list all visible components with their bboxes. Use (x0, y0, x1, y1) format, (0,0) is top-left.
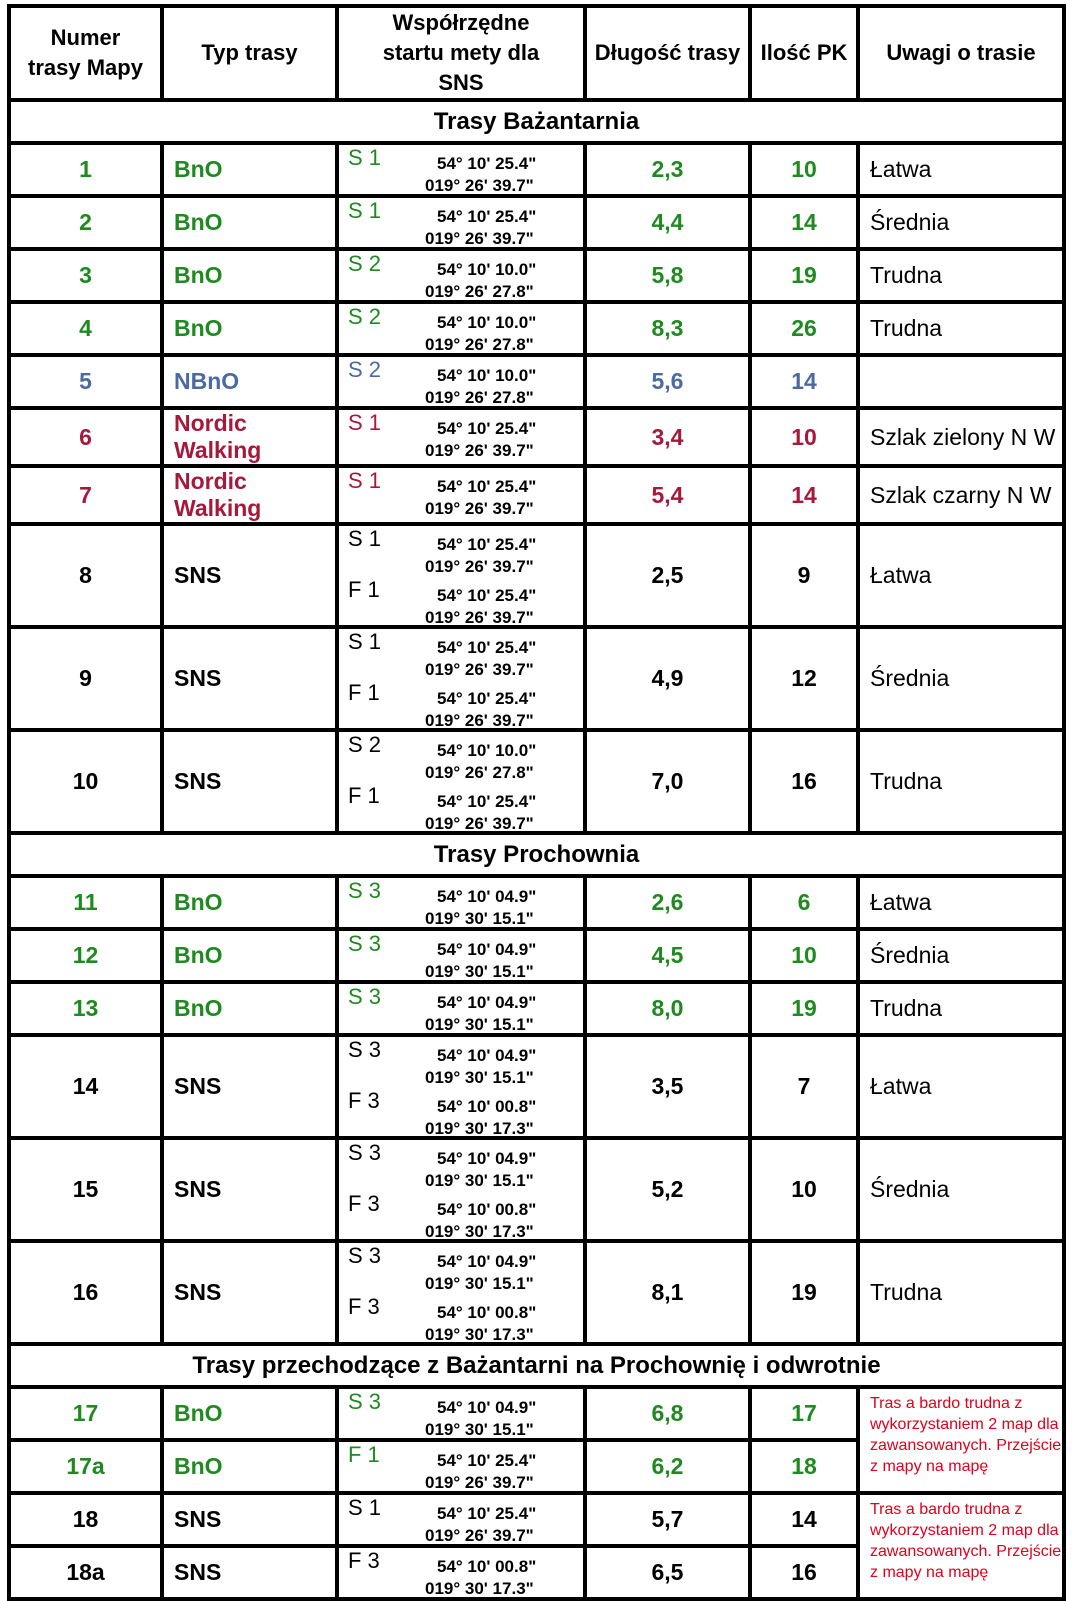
route-table-body (9, 100, 1064, 1599)
coord-point-label: S 3 (348, 1140, 382, 1165)
route-number: 15 (9, 1138, 162, 1241)
route-type: BnO (162, 1440, 337, 1493)
route-coordinates (337, 196, 585, 249)
route-table (7, 4, 1066, 1601)
route-checkpoints: 16 (750, 730, 858, 833)
route-note: Średnia (858, 929, 1064, 982)
section-header-row (9, 100, 1064, 143)
route-coordinates (337, 408, 585, 466)
section-title: Trasy Bażantarnia (9, 100, 1064, 143)
route-number: 10 (9, 730, 162, 833)
route-checkpoints: 26 (750, 302, 858, 355)
route-type: SNS (162, 627, 337, 730)
table-row (9, 466, 1064, 524)
coord-longitude: 019° 26' 27.8" (425, 763, 534, 782)
coord-point-label: F 3 (348, 1548, 380, 1573)
route-note: Tras a bardo trudna z wykorzystaniem 2 map dla zawansowanych. Przejście z mapy na mapę (858, 1387, 1064, 1493)
route-type: Nordic Walking (162, 408, 337, 466)
route-note: Średnia (858, 1138, 1064, 1241)
route-coordinates (337, 249, 585, 302)
header-route-length: Długość trasy (585, 6, 750, 100)
route-note: Szlak zielony N W (858, 408, 1064, 466)
coord-longitude: 019° 26' 39.7" (425, 229, 534, 248)
route-checkpoints: 6 (750, 876, 858, 929)
route-note (858, 355, 1064, 408)
route-note: Trudna (858, 1241, 1064, 1344)
route-coordinates (337, 876, 585, 929)
route-note: Szlak czarny N W (858, 466, 1064, 524)
coord-point-label: S 1 (348, 198, 382, 223)
coord-longitude: 019° 26' 39.7" (425, 1473, 534, 1492)
coord-longitude: 019° 30' 15.1" (425, 1171, 534, 1190)
table-row (9, 249, 1064, 302)
route-length: 3,5 (585, 1035, 750, 1138)
coord-point-label: F 1 (348, 1442, 380, 1467)
coord-point-label: F 1 (348, 680, 380, 705)
route-number: 17 (9, 1387, 162, 1440)
route-number: 7 (9, 466, 162, 524)
route-note: Trudna (858, 249, 1064, 302)
route-coordinates (337, 1440, 585, 1493)
coord-latitude: 54° 10' 04.9" (437, 1398, 537, 1417)
route-length: 5,6 (585, 355, 750, 408)
coord-longitude: 019° 30' 15.1" (425, 1015, 534, 1034)
coord-point-label: S 3 (348, 931, 382, 956)
table-row (9, 355, 1064, 408)
route-note: Łatwa (858, 524, 1064, 627)
route-length: 3,4 (585, 408, 750, 466)
route-type: SNS (162, 730, 337, 833)
coord-longitude: 019° 26' 39.7" (425, 814, 534, 833)
coord-latitude: 54° 10' 25.4" (437, 586, 537, 605)
route-coordinates (337, 1241, 585, 1344)
route-length: 5,2 (585, 1138, 750, 1241)
route-type: BnO (162, 982, 337, 1035)
route-number: 1 (9, 143, 162, 196)
header-route-number: Numer trasy Mapy (9, 6, 162, 100)
coord-point-label: S 3 (348, 984, 382, 1009)
route-note: Trudna (858, 730, 1064, 833)
route-number: 12 (9, 929, 162, 982)
route-coordinates (337, 355, 585, 408)
route-checkpoints: 16 (750, 1546, 858, 1599)
coord-longitude: 019° 26' 27.8" (425, 335, 534, 354)
route-type: SNS (162, 524, 337, 627)
route-checkpoints: 10 (750, 929, 858, 982)
coord-longitude: 019° 30' 15.1" (425, 909, 534, 928)
coord-longitude: 019° 30' 15.1" (425, 1068, 534, 1087)
coord-point-label: S 1 (348, 468, 382, 493)
coord-latitude: 54° 10' 10.0" (437, 741, 537, 760)
route-length: 5,8 (585, 249, 750, 302)
table-row (9, 1138, 1064, 1241)
coord-latitude: 54° 10' 10.0" (437, 366, 537, 385)
route-coordinates (337, 1138, 585, 1241)
route-checkpoints: 14 (750, 355, 858, 408)
coord-point-label: S 1 (348, 1495, 382, 1520)
coord-latitude: 54° 10' 04.9" (437, 940, 537, 959)
coord-longitude: 019° 30' 15.1" (425, 1274, 534, 1293)
route-length: 2,6 (585, 876, 750, 929)
section-title: Trasy Prochownia (9, 833, 1064, 876)
coord-latitude: 54° 10' 25.4" (437, 419, 537, 438)
coord-longitude: 019° 26' 39.7" (425, 499, 534, 518)
route-number: 2 (9, 196, 162, 249)
route-number: 14 (9, 1035, 162, 1138)
coord-point-label: S 1 (348, 629, 382, 654)
route-note: Trudna (858, 302, 1064, 355)
route-coordinates (337, 1035, 585, 1138)
route-type: BnO (162, 196, 337, 249)
coord-latitude: 54° 10' 25.4" (437, 1451, 537, 1470)
route-length: 4,5 (585, 929, 750, 982)
table-row (9, 408, 1064, 466)
table-row (9, 1493, 1064, 1546)
table-row (9, 730, 1064, 833)
coord-point-label: S 3 (348, 1243, 382, 1268)
route-type: BnO (162, 929, 337, 982)
coord-longitude: 019° 26' 39.7" (425, 1526, 534, 1545)
coord-longitude: 019° 26' 39.7" (425, 176, 534, 195)
coord-point-label: F 3 (348, 1294, 380, 1319)
coord-latitude: 54° 10' 25.4" (437, 1504, 537, 1523)
route-number: 8 (9, 524, 162, 627)
route-length: 6,5 (585, 1546, 750, 1599)
coord-point-label: S 2 (348, 732, 382, 757)
coord-longitude: 019° 30' 17.3" (425, 1222, 534, 1241)
route-length: 2,3 (585, 143, 750, 196)
table-row (9, 876, 1064, 929)
section-title: Trasy przechodzące z Bażantarni na Prochownię i odwrotnie (9, 1344, 1064, 1387)
table-row (9, 982, 1064, 1035)
route-number: 11 (9, 876, 162, 929)
route-checkpoints: 18 (750, 1440, 858, 1493)
coord-latitude: 54° 10' 00.8" (437, 1200, 537, 1219)
route-number: 3 (9, 249, 162, 302)
coord-latitude: 54° 10' 10.0" (437, 260, 537, 279)
coord-point-label: S 1 (348, 526, 382, 551)
route-length: 6,2 (585, 1440, 750, 1493)
route-length: 8,1 (585, 1241, 750, 1344)
route-length: 8,0 (585, 982, 750, 1035)
coord-latitude: 54° 10' 25.4" (437, 207, 537, 226)
coord-point-label: S 3 (348, 878, 382, 903)
route-type: BnO (162, 249, 337, 302)
header-route-notes: Uwagi o trasie (858, 6, 1064, 100)
coord-longitude: 019° 26' 39.7" (425, 660, 534, 679)
coord-longitude: 019° 30' 15.1" (425, 962, 534, 981)
route-coordinates (337, 982, 585, 1035)
coord-latitude: 54° 10' 25.4" (437, 154, 537, 173)
route-type: SNS (162, 1241, 337, 1344)
route-number: 13 (9, 982, 162, 1035)
route-coordinates (337, 302, 585, 355)
coord-latitude: 54° 10' 04.9" (437, 993, 537, 1012)
route-note: Tras a bardo trudna z wykorzystaniem 2 map dla zawansowanych. Przejście z mapy na mapę (858, 1493, 1064, 1599)
coord-longitude: 019° 26' 27.8" (425, 388, 534, 407)
route-length: 2,5 (585, 524, 750, 627)
table-row (9, 143, 1064, 196)
route-length: 6,8 (585, 1387, 750, 1440)
route-number: 18a (9, 1546, 162, 1599)
coord-longitude: 019° 26' 39.7" (425, 608, 534, 627)
route-checkpoints: 14 (750, 196, 858, 249)
header-row (9, 6, 1064, 100)
table-row (9, 524, 1064, 627)
route-type: BnO (162, 1387, 337, 1440)
route-number: 5 (9, 355, 162, 408)
route-number: 18 (9, 1493, 162, 1546)
table-row (9, 627, 1064, 730)
route-type: Nordic Walking (162, 466, 337, 524)
coord-longitude: 019° 30' 15.1" (425, 1420, 534, 1439)
route-note: Łatwa (858, 876, 1064, 929)
route-type: SNS (162, 1546, 337, 1599)
table-row (9, 1387, 1064, 1440)
route-length: 4,9 (585, 627, 750, 730)
route-number: 6 (9, 408, 162, 466)
coord-longitude: 019° 26' 39.7" (425, 711, 534, 730)
coord-point-label: F 1 (348, 577, 380, 602)
route-checkpoints: 17 (750, 1387, 858, 1440)
table-row (9, 1035, 1064, 1138)
route-checkpoints: 14 (750, 1493, 858, 1546)
section-header-row (9, 833, 1064, 876)
route-coordinates (337, 1387, 585, 1440)
coord-longitude: 019° 30' 17.3" (425, 1325, 534, 1344)
coord-latitude: 54° 10' 25.4" (437, 792, 537, 811)
header-checkpoint-count: Ilość PK (750, 6, 858, 100)
route-coordinates (337, 143, 585, 196)
coord-point-label: S 2 (348, 304, 382, 329)
coord-longitude: 019° 26' 27.8" (425, 282, 534, 301)
route-length: 4,4 (585, 196, 750, 249)
route-checkpoints: 7 (750, 1035, 858, 1138)
route-note: Łatwa (858, 1035, 1064, 1138)
route-length: 5,4 (585, 466, 750, 524)
route-checkpoints: 10 (750, 1138, 858, 1241)
route-coordinates (337, 524, 585, 627)
route-coordinates (337, 1546, 585, 1599)
table-row (9, 1241, 1064, 1344)
route-number: 4 (9, 302, 162, 355)
coord-latitude: 54° 10' 25.4" (437, 477, 537, 496)
coord-latitude: 54° 10' 10.0" (437, 313, 537, 332)
route-coordinates (337, 466, 585, 524)
coord-point-label: S 3 (348, 1389, 382, 1414)
coord-latitude: 54° 10' 04.9" (437, 1149, 537, 1168)
header-coordinates: Współrzędne startu mety dla SNS (337, 6, 585, 100)
route-note: Łatwa (858, 143, 1064, 196)
coord-latitude: 54° 10' 00.8" (437, 1303, 537, 1322)
route-length: 5,7 (585, 1493, 750, 1546)
coord-point-label: S 1 (348, 145, 382, 170)
table-row (9, 929, 1064, 982)
coord-point-label: S 1 (348, 410, 382, 435)
route-type: SNS (162, 1493, 337, 1546)
coord-latitude: 54° 10' 00.8" (437, 1557, 537, 1576)
route-length: 7,0 (585, 730, 750, 833)
route-number: 17a (9, 1440, 162, 1493)
route-type: NBnO (162, 355, 337, 408)
table-row (9, 302, 1064, 355)
route-coordinates (337, 730, 585, 833)
route-type: BnO (162, 143, 337, 196)
route-checkpoints: 10 (750, 143, 858, 196)
route-checkpoints: 19 (750, 249, 858, 302)
header-route-type: Typ trasy (162, 6, 337, 100)
route-type: SNS (162, 1138, 337, 1241)
route-checkpoints: 10 (750, 408, 858, 466)
coord-longitude: 019° 26' 39.7" (425, 441, 534, 460)
route-length: 8,3 (585, 302, 750, 355)
coord-longitude: 019° 26' 39.7" (425, 557, 534, 576)
table-row (9, 196, 1064, 249)
coord-point-label: F 3 (348, 1088, 380, 1113)
route-note: Trudna (858, 982, 1064, 1035)
route-coordinates (337, 1493, 585, 1546)
coord-latitude: 54° 10' 04.9" (437, 887, 537, 906)
coord-latitude: 54° 10' 00.8" (437, 1097, 537, 1116)
route-type: BnO (162, 876, 337, 929)
route-number: 9 (9, 627, 162, 730)
coord-latitude: 54° 10' 25.4" (437, 689, 537, 708)
coord-point-label: F 3 (348, 1191, 380, 1216)
coord-point-label: S 2 (348, 357, 382, 382)
coord-point-label: S 2 (348, 251, 382, 276)
route-coordinates (337, 929, 585, 982)
route-checkpoints: 12 (750, 627, 858, 730)
coord-latitude: 54° 10' 04.9" (437, 1252, 537, 1271)
coord-latitude: 54° 10' 25.4" (437, 638, 537, 657)
route-checkpoints: 19 (750, 982, 858, 1035)
route-note: Średnia (858, 196, 1064, 249)
route-number: 16 (9, 1241, 162, 1344)
coord-longitude: 019° 30' 17.3" (425, 1579, 534, 1598)
coord-longitude: 019° 30' 17.3" (425, 1119, 534, 1138)
route-type: SNS (162, 1035, 337, 1138)
route-coordinates (337, 627, 585, 730)
route-checkpoints: 19 (750, 1241, 858, 1344)
route-note: Średnia (858, 627, 1064, 730)
coord-latitude: 54° 10' 25.4" (437, 535, 537, 554)
route-type: BnO (162, 302, 337, 355)
coord-latitude: 54° 10' 04.9" (437, 1046, 537, 1065)
coord-point-label: F 1 (348, 783, 380, 808)
section-header-row (9, 1344, 1064, 1387)
route-checkpoints: 9 (750, 524, 858, 627)
route-checkpoints: 14 (750, 466, 858, 524)
coord-point-label: S 3 (348, 1037, 382, 1062)
